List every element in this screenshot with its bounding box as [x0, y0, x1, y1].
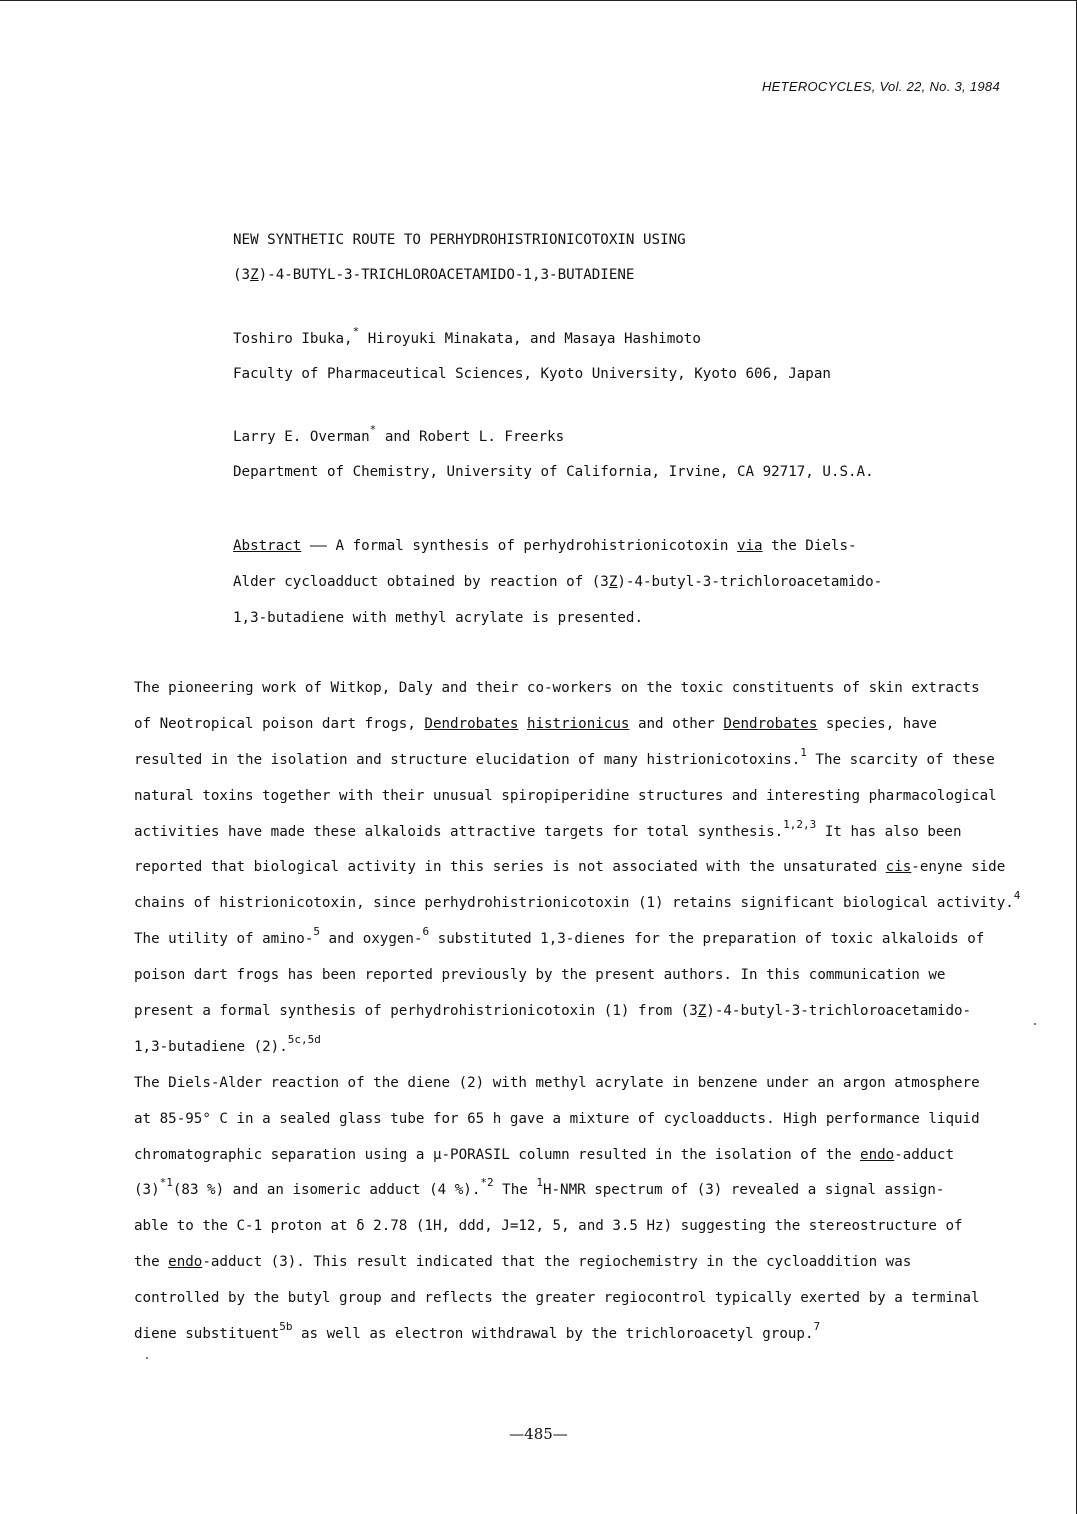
abstract — [233, 528, 882, 636]
affiliation-2: Department of Chemistry, University of California, Irvine, CA 92717, U.S.A. — [233, 464, 874, 480]
body-line: The utility of amino-$^5$ and oxygen-$^6$ substituted 1,3-dienes for the preparation of toxic alkaloids of — [134, 924, 985, 948]
body-line: at 85-95° C in a sealed glass tube for 65 h gave a mixture of cycloadducts. High performance liquid — [134, 1110, 980, 1127]
body-line: chains of histrionicotoxin, since perhydrohistrionicotoxin (1) retains significant biological activity.$^4$ — [134, 889, 1021, 912]
scan-speck — [1034, 1023, 1036, 1025]
authors-group-1 — [233, 322, 831, 392]
body-line: able to the C-1 proton at δ 2.78 (1H, ddd, J=12, 5, and 3.5 Hz) suggesting the stereostructure of — [134, 1218, 963, 1235]
body-line: resulted in the isolation and structure elucidation of many histrionicotoxins.$^1$ The scarcity of these — [134, 745, 995, 768]
affiliation-1: Faculty of Pharmaceutical Sciences, Kyoto University, Kyoto 606, Japan — [233, 366, 831, 382]
body-text — [134, 671, 1021, 1353]
body-line: The Diels-Alder reaction of the diene (2) with methyl acrylate in benzene under an argon atmosphere — [134, 1074, 980, 1091]
body-line: $(3)^{*1}(83$ %) and an isomeric adduct (4 %).$^{*2}$ The $^1$H-NMR spectrum of (3) revealed a signal assign- — [134, 1176, 945, 1199]
page-number: —485— — [509, 1425, 568, 1443]
body-line: present a formal synthesis of perhydrohistrionicotoxin (1) from (3Z)-4-butyl-3-trichloroacetamido- — [134, 1003, 972, 1020]
abstract-line-2: Alder cycloadduct obtained by reaction of (3Z)-4-butyl-3-trichloroacetamido- — [233, 574, 883, 590]
title-line-2: (3Z)-4-BUTYL-3-TRICHLOROACETAMIDO-1,3-BUTADIENE — [233, 267, 635, 283]
body-line: chromatographic separation using a μ-PORASIL column resulted in the isolation of the endo-adduct — [134, 1146, 955, 1163]
article-title — [233, 223, 686, 293]
title-line-1: NEW SYNTHETIC ROUTE TO PERHYDROHISTRIONICOTOXIN USING — [233, 232, 686, 248]
body-line: natural toxins together with their unusual spiropiperidine structures and interesting pharmacological — [134, 787, 997, 804]
body-line: controlled by the butyl group and reflects the greater regiocontrol typically exerted by a terminal — [134, 1290, 980, 1307]
abstract-line-3: 1,3-butadiene with methyl acrylate is presented. — [233, 610, 643, 626]
body-line: activities have made these alkaloids attractive targets for total synthesis.$^{1,2,3}$ It has also been — [134, 817, 962, 840]
abstract-label: Abstract — [233, 538, 302, 554]
body-line: of Neotropical poison dart frogs, Dendrobates histrionicus and other Dendrobates species, have — [134, 715, 937, 732]
body-line: the endo-adduct (3). This result indicated that the regiochemistry in the cycloaddition was — [134, 1254, 912, 1271]
body-line: The pioneering work of Witkop, Daly and their co-workers on the toxic constituents of skin extracts — [134, 680, 980, 696]
body-line: diene substituent$^{5b}$ as well as electron withdrawal by the trichloroacetyl group.$^7$ — [134, 1319, 821, 1343]
authors-group-2 — [233, 420, 874, 490]
journal-header: HETEROCYCLES, Vol. 22, No. 3, 1984 — [761, 79, 1000, 94]
scan-speck — [146, 1357, 148, 1359]
author-names-2: Larry E. Overman* and Robert L. Freerks — [233, 422, 565, 445]
body-line: reported that biological activity in this series is not associated with the unsaturated cis-enyne side — [134, 859, 1006, 876]
body-line: poison dart frogs has been reported previously by the present authors. In this communication we — [134, 967, 946, 984]
abstract-line-1: Abstract —— A formal synthesis of perhydrohistrionicotoxin via the Diels- — [233, 538, 857, 554]
author-names-1: Toshiro Ibuka,* Hiroyuki Minakata, and Masaya Hashimoto — [233, 324, 701, 347]
body-line: 1,3-butadiene (2).$^{5c,5d}$ — [134, 1032, 321, 1055]
